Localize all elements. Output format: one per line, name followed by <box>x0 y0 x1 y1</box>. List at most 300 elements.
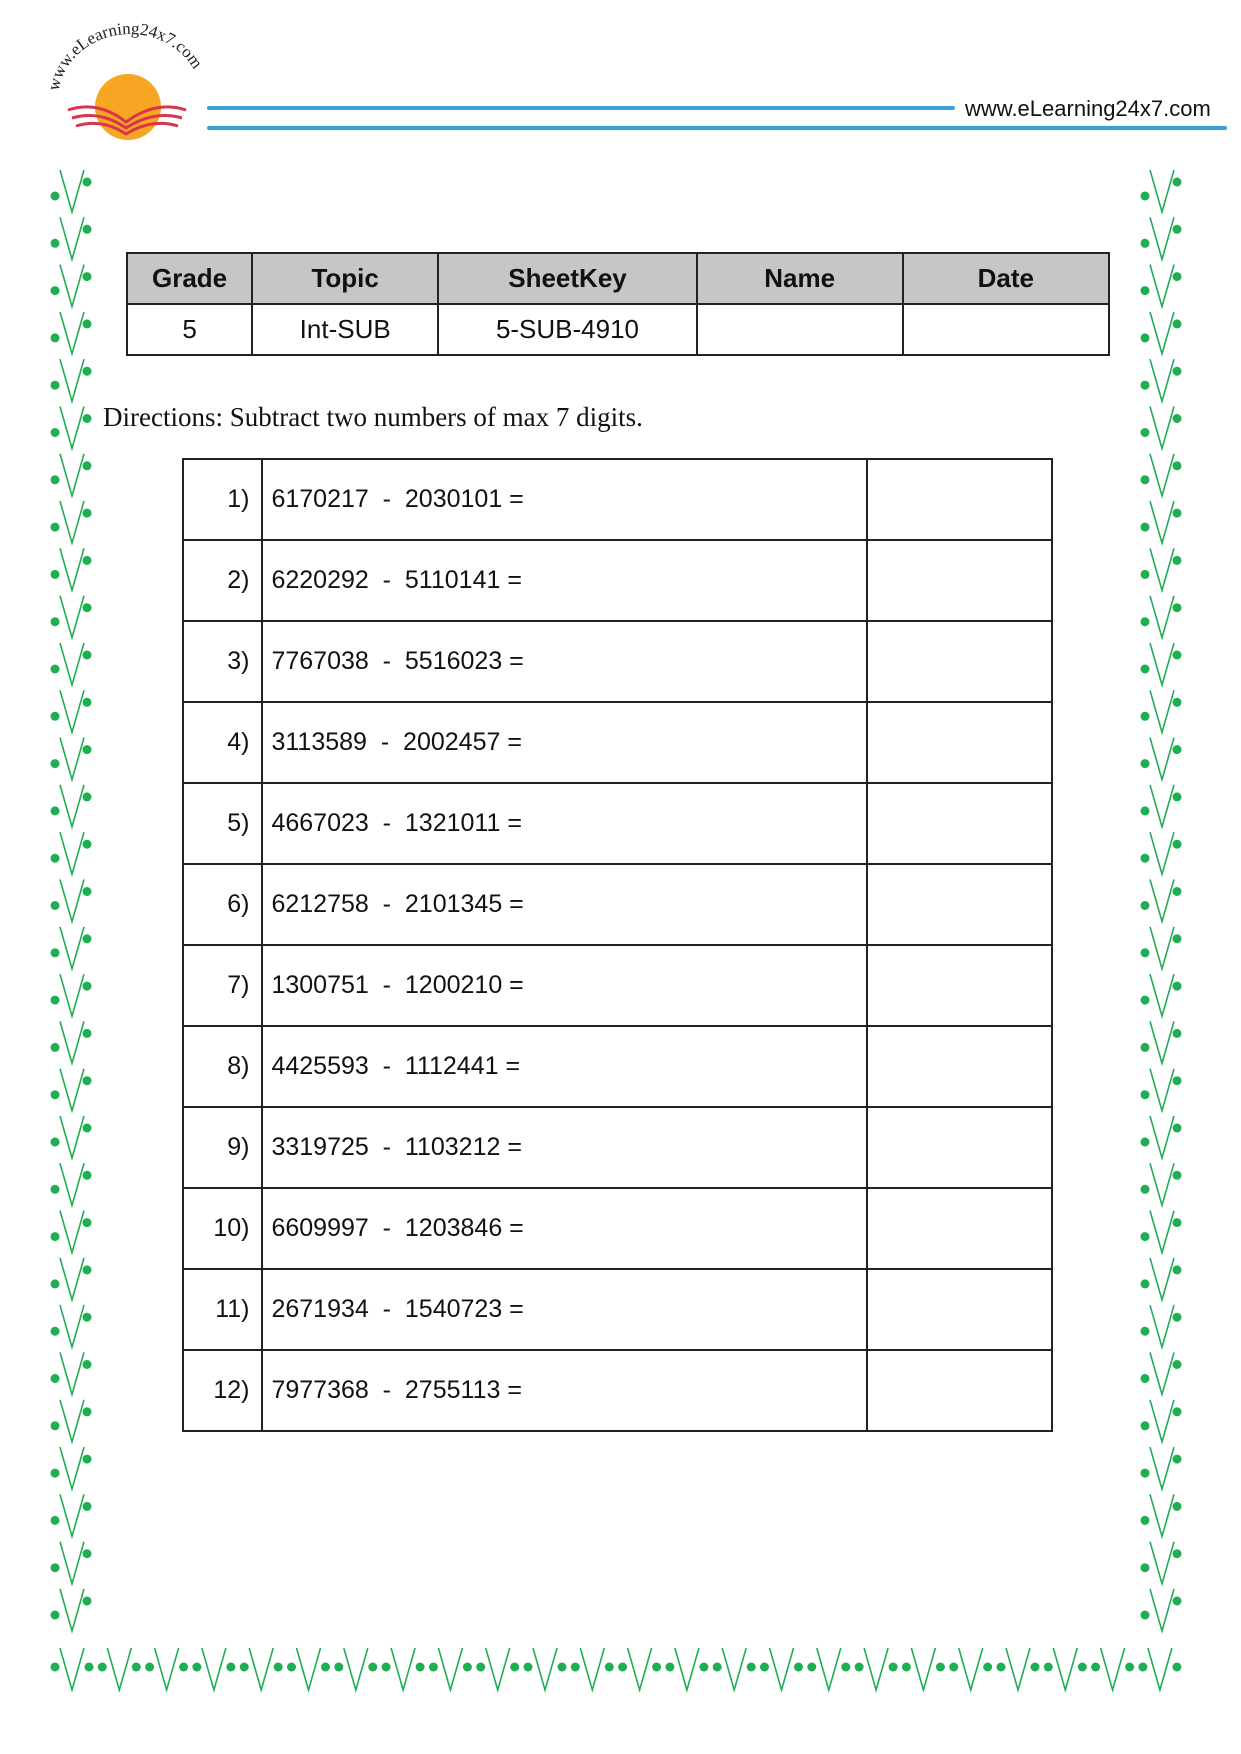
header-name: Name <box>697 253 903 304</box>
border-dot <box>1173 1549 1182 1558</box>
border-dot <box>1141 333 1150 342</box>
border-chevron <box>249 1648 273 1690</box>
border-chevron <box>60 1589 84 1631</box>
border-dot <box>51 523 60 532</box>
problem-number: 2) <box>183 540 262 621</box>
border-chevron <box>202 1648 226 1690</box>
border-dot <box>83 1218 92 1227</box>
border-chevron <box>911 1648 935 1690</box>
border-dot <box>1173 1455 1182 1464</box>
border-dot <box>85 1663 94 1672</box>
border-dot <box>83 1171 92 1180</box>
border-dot <box>51 286 60 295</box>
border-dot <box>1141 1232 1150 1241</box>
border-chevron <box>1150 738 1174 780</box>
border-dot <box>510 1663 519 1672</box>
border-chevron <box>60 501 84 543</box>
border-chevron <box>1150 1447 1174 1489</box>
border-chevron <box>344 1648 368 1690</box>
border-chevron <box>60 1116 84 1158</box>
border-dot <box>855 1663 864 1672</box>
problem-expression: 3319725 - 1103212 = <box>262 1107 867 1188</box>
answer-box[interactable] <box>867 459 1052 540</box>
border-dot <box>1141 996 1150 1005</box>
border-chevron <box>1150 1400 1174 1442</box>
border-dot <box>51 665 60 674</box>
border-chevron <box>60 548 84 590</box>
problem-expression: 6220292 - 5110141 = <box>262 540 867 621</box>
problem-row <box>183 1269 1052 1350</box>
border-dot <box>1173 792 1182 801</box>
header-topic: Topic <box>252 253 438 304</box>
border-dot <box>1173 840 1182 849</box>
border-chevron <box>60 1494 84 1536</box>
header-sheetkey: SheetKey <box>438 253 697 304</box>
border-dot <box>1173 651 1182 660</box>
problem-row <box>183 540 1052 621</box>
border-chevron <box>1150 832 1174 874</box>
border-dot <box>1173 1029 1182 1038</box>
border-dot <box>1173 603 1182 612</box>
border-chevron <box>1006 1648 1030 1690</box>
border-chevron <box>60 1353 84 1395</box>
border-dot <box>1173 1076 1182 1085</box>
date-field[interactable] <box>903 304 1109 355</box>
border-dot <box>83 1029 92 1038</box>
border-chevron <box>1150 170 1174 212</box>
border-dot <box>83 367 92 376</box>
border-chevron <box>1150 1542 1174 1584</box>
border-dot <box>51 1663 60 1672</box>
border-dot <box>1141 1327 1150 1336</box>
border-dot <box>83 1265 92 1274</box>
border-dot <box>51 1327 60 1336</box>
border-dot <box>1173 1218 1182 1227</box>
border-dot <box>476 1663 485 1672</box>
border-dot <box>1141 570 1150 579</box>
border-dot <box>83 319 92 328</box>
border-chevron <box>438 1648 462 1690</box>
header-rule-bottom <box>207 126 1227 130</box>
border-chevron <box>60 1305 84 1347</box>
border-dot <box>83 1360 92 1369</box>
sun-icon <box>95 74 161 140</box>
directions: Directions: Subtract two numbers of max 7 digits. <box>103 402 643 432</box>
border-chevron <box>60 217 84 259</box>
border-dot <box>83 1502 92 1511</box>
border-dot <box>1141 665 1150 674</box>
border-dot <box>1173 319 1182 328</box>
border-dot <box>558 1663 567 1672</box>
site-url: www.eLearning24x7.com <box>965 96 1211 121</box>
border-dot <box>240 1663 249 1672</box>
border-dot <box>949 1663 958 1672</box>
border-dot <box>747 1663 756 1672</box>
border-dot <box>83 792 92 801</box>
problem-expression: 6609997 - 1203846 = <box>262 1188 867 1269</box>
grade-value: 5 <box>127 304 252 355</box>
border-chevron <box>1101 1648 1125 1690</box>
border-dot <box>1173 461 1182 470</box>
problem-expression: 4667023 - 1321011 = <box>262 783 867 864</box>
border-dot <box>83 982 92 991</box>
border-chevron <box>1148 1648 1172 1690</box>
border-chevron <box>1150 1353 1174 1395</box>
header-grade: Grade <box>127 253 252 304</box>
topic-value: Int-SUB <box>252 304 438 355</box>
border-dot <box>51 570 60 579</box>
border-chevron <box>60 880 84 922</box>
border-dot <box>83 1597 92 1606</box>
border-dot <box>1173 1597 1182 1606</box>
border-chevron <box>1150 690 1174 732</box>
border-dot <box>1173 1502 1182 1511</box>
border-chevron <box>60 1400 84 1442</box>
problem-row <box>183 1350 1052 1431</box>
border-dot <box>1141 1516 1150 1525</box>
problem-row <box>183 783 1052 864</box>
border-dot <box>83 745 92 754</box>
border-dot <box>368 1663 377 1672</box>
border-dot <box>1031 1663 1040 1672</box>
border-dot <box>1141 475 1150 484</box>
border-chevron <box>391 1648 415 1690</box>
border-dot <box>83 1076 92 1085</box>
border-dot <box>1141 901 1150 910</box>
border-chevron <box>580 1648 604 1690</box>
border-chevron <box>1150 927 1174 969</box>
border-dot <box>83 1407 92 1416</box>
border-chevron <box>1150 548 1174 590</box>
border-chevron <box>60 1542 84 1584</box>
border-dot <box>1141 1563 1150 1572</box>
border-chevron <box>60 1211 84 1253</box>
border-dot <box>83 1124 92 1133</box>
border-dot <box>51 1090 60 1099</box>
border-chevron <box>1150 407 1174 449</box>
border-dot <box>51 1138 60 1147</box>
border-chevron <box>60 1021 84 1063</box>
border-chevron <box>1150 596 1174 638</box>
border-dot <box>524 1663 533 1672</box>
problem-expression: 6212758 - 2101345 = <box>262 864 867 945</box>
border-dot <box>83 414 92 423</box>
border-dot <box>1173 1171 1182 1180</box>
problem-number: 12) <box>183 1350 262 1431</box>
border-chevron <box>60 1069 84 1111</box>
border-dot <box>1125 1663 1134 1672</box>
border-dot <box>1141 759 1150 768</box>
border-chevron <box>770 1648 794 1690</box>
border-chevron <box>1150 974 1174 1016</box>
answer-box[interactable] <box>867 945 1052 1026</box>
border-chevron <box>1150 785 1174 827</box>
problem-row <box>183 459 1052 540</box>
border-dot <box>83 1455 92 1464</box>
border-chevron <box>1150 1116 1174 1158</box>
border-dot <box>51 996 60 1005</box>
problem-row <box>183 945 1052 1026</box>
border-dot <box>51 948 60 957</box>
border-chevron <box>722 1648 746 1690</box>
border-dot <box>1141 854 1150 863</box>
border-dot <box>51 712 60 721</box>
border-dot <box>1141 523 1150 532</box>
border-chevron <box>817 1648 841 1690</box>
answer-box[interactable] <box>867 1350 1052 1431</box>
border-dot <box>1141 1185 1150 1194</box>
border-dot <box>1173 1124 1182 1133</box>
border-chevron <box>60 927 84 969</box>
border-dot <box>652 1663 661 1672</box>
border-dot <box>83 461 92 470</box>
border-chevron <box>1150 1305 1174 1347</box>
border-dot <box>51 192 60 201</box>
border-dot <box>179 1663 188 1672</box>
border-dot <box>1044 1663 1053 1672</box>
border-chevron <box>60 1447 84 1489</box>
border-chevron <box>1150 265 1174 307</box>
border-dot <box>83 840 92 849</box>
border-dot <box>1173 1360 1182 1369</box>
border-chevron <box>959 1648 983 1690</box>
border-chevron <box>1150 1069 1174 1111</box>
answer-box[interactable] <box>867 540 1052 621</box>
answer-box[interactable] <box>867 621 1052 702</box>
border-dot <box>51 333 60 342</box>
border-dot <box>1091 1663 1100 1672</box>
border-dot <box>416 1663 425 1672</box>
border-dot <box>1141 1138 1150 1147</box>
border-chevron <box>107 1648 131 1690</box>
border-dot <box>274 1663 283 1672</box>
border-chevron <box>60 596 84 638</box>
border-dot <box>51 1232 60 1241</box>
border-dot <box>983 1663 992 1672</box>
border-dot <box>287 1663 296 1672</box>
border-dot <box>463 1663 472 1672</box>
border-dot <box>665 1663 674 1672</box>
border-dot <box>1173 887 1182 896</box>
border-chevron <box>60 312 84 354</box>
border-chevron <box>60 1163 84 1205</box>
border-dot <box>936 1663 945 1672</box>
border-dot <box>83 1313 92 1322</box>
problem-expression: 7977368 - 2755113 = <box>262 1350 867 1431</box>
border-dot <box>51 1563 60 1572</box>
border-chevron <box>60 643 84 685</box>
border-dot <box>321 1663 330 1672</box>
border-chevron <box>60 785 84 827</box>
border-dot <box>1173 698 1182 707</box>
answer-box[interactable] <box>867 1107 1052 1188</box>
border-dot <box>83 272 92 281</box>
border-dot <box>1078 1663 1087 1672</box>
border-dot <box>1141 712 1150 721</box>
border-chevron <box>60 1648 84 1690</box>
border-dot <box>51 806 60 815</box>
border-dot <box>51 428 60 437</box>
answer-box[interactable] <box>867 702 1052 783</box>
name-field[interactable] <box>697 304 903 355</box>
border-right-pattern <box>1141 170 1182 1631</box>
answer-box[interactable] <box>867 1269 1052 1350</box>
border-dot <box>1141 192 1150 201</box>
border-dot <box>51 617 60 626</box>
border-dot <box>132 1663 141 1672</box>
problem-expression: 6170217 - 2030101 = <box>262 459 867 540</box>
answer-box[interactable] <box>867 783 1052 864</box>
border-dot <box>83 556 92 565</box>
border-dot <box>51 901 60 910</box>
problem-number: 7) <box>183 945 262 1026</box>
border-chevron <box>155 1648 179 1690</box>
problem-number: 11) <box>183 1269 262 1350</box>
border-dot <box>83 887 92 896</box>
border-dot <box>51 1469 60 1478</box>
problem-expression: 3113589 - 2002457 = <box>262 702 867 783</box>
border-chevron <box>60 738 84 780</box>
header-date: Date <box>903 253 1109 304</box>
problem-row <box>183 621 1052 702</box>
border-chevron <box>1150 1589 1174 1631</box>
border-chevron <box>1150 1211 1174 1253</box>
border-chevron <box>533 1648 557 1690</box>
border-dot <box>98 1663 107 1672</box>
border-dot <box>1141 1421 1150 1430</box>
border-dot <box>83 651 92 660</box>
sheetkey-value: 5-SUB-4910 <box>438 304 697 355</box>
problem-number: 1) <box>183 459 262 540</box>
problem-row <box>183 1188 1052 1269</box>
border-dot <box>618 1663 627 1672</box>
border-dot <box>1173 934 1182 943</box>
border-chevron <box>1150 1494 1174 1536</box>
border-dot <box>1141 1469 1150 1478</box>
border-dot <box>1141 617 1150 626</box>
border-chevron <box>1053 1648 1077 1690</box>
border-dot <box>1173 178 1182 187</box>
border-chevron <box>60 1258 84 1300</box>
border-dot <box>1173 509 1182 518</box>
border-chevron <box>1150 880 1174 922</box>
border-chevron <box>60 407 84 449</box>
border-dot <box>51 1516 60 1525</box>
border-dot <box>429 1663 438 1672</box>
border-dot <box>1173 367 1182 376</box>
border-chevron <box>60 454 84 496</box>
border-chevron <box>1150 1258 1174 1300</box>
border-dot <box>1173 225 1182 234</box>
border-dot <box>1141 1279 1150 1288</box>
border-chevron <box>60 832 84 874</box>
border-chevron <box>675 1648 699 1690</box>
border-dot <box>1173 272 1182 281</box>
border-dot <box>1173 1265 1182 1274</box>
border-dot <box>605 1663 614 1672</box>
border-dot <box>699 1663 708 1672</box>
border-bottom-pattern <box>51 1648 1182 1690</box>
problem-number: 9) <box>183 1107 262 1188</box>
answer-box[interactable] <box>867 1026 1052 1107</box>
border-dot <box>51 1185 60 1194</box>
border-chevron <box>486 1648 510 1690</box>
border-dot <box>382 1663 391 1672</box>
border-dot <box>83 178 92 187</box>
border-chevron <box>60 265 84 307</box>
border-dot <box>1141 428 1150 437</box>
border-dot <box>1173 1407 1182 1416</box>
border-dot <box>51 1279 60 1288</box>
border-left-pattern <box>51 170 92 1631</box>
border-dot <box>51 854 60 863</box>
border-chevron <box>1150 312 1174 354</box>
border-dot <box>83 225 92 234</box>
border-dot <box>51 381 60 390</box>
answer-box[interactable] <box>867 1188 1052 1269</box>
border-chevron <box>1150 217 1174 259</box>
border-chevron <box>60 170 84 212</box>
logo-text: www.eLearning24x7.com <box>43 22 207 93</box>
border-chevron <box>628 1648 652 1690</box>
border-dot <box>51 1421 60 1430</box>
problem-number: 6) <box>183 864 262 945</box>
border-dot <box>997 1663 1006 1672</box>
problem-expression: 1300751 - 1200210 = <box>262 945 867 1026</box>
border-dot <box>1141 948 1150 957</box>
border-chevron <box>1150 643 1174 685</box>
border-dot <box>51 475 60 484</box>
problem-expression: 2671934 - 1540723 = <box>262 1269 867 1350</box>
border-chevron <box>60 690 84 732</box>
info-table <box>126 252 1110 356</box>
border-chevron <box>1150 1163 1174 1205</box>
border-dot <box>1138 1663 1147 1672</box>
border-dot <box>889 1663 898 1672</box>
border-dot <box>83 1549 92 1558</box>
border-chevron <box>1150 454 1174 496</box>
border-dot <box>334 1663 343 1672</box>
border-dot <box>794 1663 803 1672</box>
border-dot <box>1173 556 1182 565</box>
border-dot <box>51 759 60 768</box>
border-dot <box>1141 286 1150 295</box>
border-dot <box>807 1663 816 1672</box>
problem-expression: 4425593 - 1112441 = <box>262 1026 867 1107</box>
header-rule-top <box>207 106 955 110</box>
border-dot <box>1141 1090 1150 1099</box>
border-dot <box>1172 1663 1181 1672</box>
border-dot <box>145 1663 154 1672</box>
border-dot <box>1141 1043 1150 1052</box>
border-dot <box>1141 381 1150 390</box>
border-chevron <box>1150 501 1174 543</box>
border-dot <box>713 1663 722 1672</box>
problem-expression: 7767038 - 5516023 = <box>262 621 867 702</box>
border-dot <box>1141 239 1150 248</box>
border-dot <box>1141 1611 1150 1620</box>
problem-number: 10) <box>183 1188 262 1269</box>
border-dot <box>1173 414 1182 423</box>
problem-row <box>183 1026 1052 1107</box>
border-dot <box>51 1043 60 1052</box>
border-dot <box>83 934 92 943</box>
border-dot <box>83 698 92 707</box>
logo <box>40 22 220 152</box>
border-dot <box>841 1663 850 1672</box>
border-dot <box>1141 1374 1150 1383</box>
answer-box[interactable] <box>867 864 1052 945</box>
